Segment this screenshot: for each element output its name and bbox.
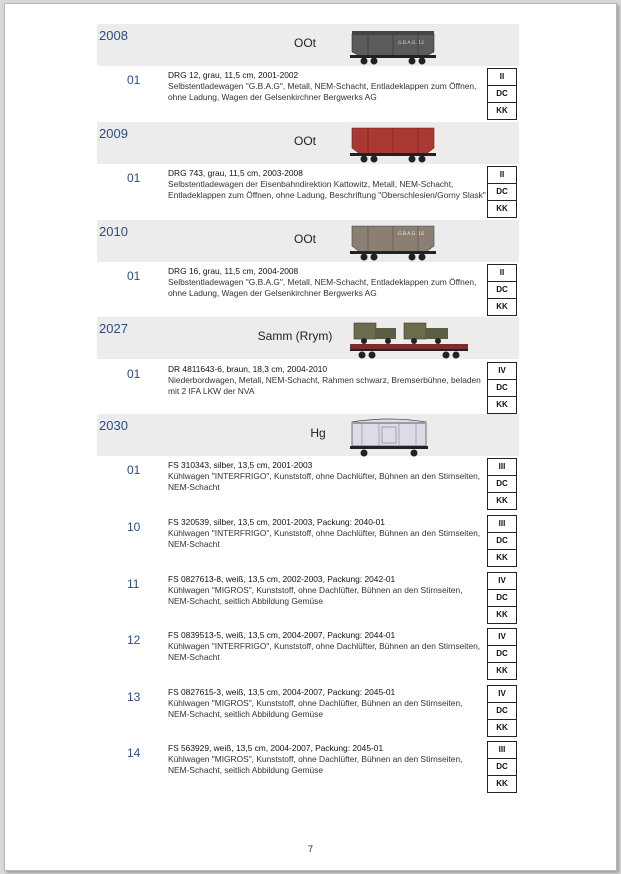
item-number: 12 xyxy=(127,633,141,647)
section-type: Samm (Rrym) xyxy=(257,329,333,343)
section-year: 2008 xyxy=(99,28,128,43)
item-title: FS 563929, weiß, 13,5 cm, 2004-2007, Packung: 2045-01 xyxy=(168,743,384,753)
coupler-box: KK xyxy=(487,607,517,624)
coupler-box: KK xyxy=(487,299,517,316)
item-title: FS 320539, silber, 13,5 cm, 2001-2003, Packung: 2040-01 xyxy=(168,517,385,527)
coupler-box: KK xyxy=(487,103,517,120)
item-description: Kühlwagen "MIGROS", Kunststoff, ohne Dachlüfter, Bühnen an den Stirnseiten, NEM-Schacht, seitlich Abbildung Gemüse xyxy=(168,754,463,775)
section-year: 2027 xyxy=(99,321,128,336)
item-spec-boxes xyxy=(487,166,517,218)
item-spec-boxes xyxy=(487,68,517,120)
item-number: 01 xyxy=(127,463,141,477)
current-box: DC xyxy=(487,476,517,493)
coupler-box: KK xyxy=(487,397,517,414)
item-description: Kühlwagen "MIGROS", Kunststoff, ohne Dachlüfter, Bühnen an den Stirnseiten, NEM-Schacht, seitlich Abbildung Gemüse xyxy=(168,698,463,719)
item-title: FS 0827615-3, weiß, 13,5 cm, 2004-2007, Packung: 2045-01 xyxy=(168,687,396,697)
item-spec-boxes xyxy=(487,458,517,510)
flat-wagon-trucks-image xyxy=(348,317,470,361)
item-number: 01 xyxy=(127,367,141,381)
item-number: 01 xyxy=(127,73,141,87)
item-title: FS 0839513-5, weiß, 13,5 cm, 2004-2007, Packung: 2044-01 xyxy=(168,630,396,640)
item-title: FS 310343, silber, 13,5 cm, 2001-2003 xyxy=(168,460,313,470)
wagon-marking: G.B.A.G. 12 xyxy=(398,41,424,46)
item-description: Selbstentladewagen der Eisenbahndirektion Kattowitz, Metall, NEM-Schacht, Entladeklappen zum Öffnen, ohne Ladung, Beschriftung "Oberschlesien/Gorny Slask" xyxy=(168,179,486,200)
epoch-box: II xyxy=(487,264,517,282)
item-spec-boxes xyxy=(487,264,517,316)
item-spec-boxes xyxy=(487,741,517,793)
item-number: 01 xyxy=(127,269,141,283)
hopper-wagon-grey-image xyxy=(348,24,438,66)
coupler-box: KK xyxy=(487,663,517,680)
catalog-page xyxy=(4,3,617,871)
item-number: 01 xyxy=(127,171,141,185)
section-year: 2010 xyxy=(99,224,128,239)
item-number: 11 xyxy=(127,577,140,591)
item-description: Selbstentladewagen "G.B.A.G", Metall, NEM-Schacht, Entladeklappen zum Öffnen, ohne Ladung, Wagen der Gelsenkirchner Bergwerks AG xyxy=(168,277,477,298)
item-spec-boxes xyxy=(487,362,517,414)
item-title: DR 4811643-6, braun, 18,3 cm, 2004-2010 xyxy=(168,364,328,374)
item-title: DRG 12, grau, 11,5 cm, 2001-2002 xyxy=(168,70,299,80)
coupler-box: KK xyxy=(487,550,517,567)
epoch-box: III xyxy=(487,741,517,759)
epoch-box: IV xyxy=(487,362,517,380)
item-number: 14 xyxy=(127,746,141,760)
coupler-box: KK xyxy=(487,201,517,218)
coupler-box: KK xyxy=(487,493,517,510)
current-box: DC xyxy=(487,590,517,607)
current-box: DC xyxy=(487,533,517,550)
current-box: DC xyxy=(487,703,517,720)
epoch-box: II xyxy=(487,166,517,184)
current-box: DC xyxy=(487,86,517,103)
epoch-box: IV xyxy=(487,628,517,646)
item-title: FS 0827613-8, weiß, 13,5 cm, 2002-2003, Packung: 2042-01 xyxy=(168,574,396,584)
current-box: DC xyxy=(487,759,517,776)
section-type: Hg xyxy=(310,426,326,440)
item-description: Niederbordwagen, Metall, NEM-Schacht, Rahmen schwarz, Bremserbühne, beladen mit 2 IFA LKW der NVA xyxy=(168,375,481,396)
item-spec-boxes xyxy=(487,628,517,680)
epoch-box: IV xyxy=(487,572,517,590)
epoch-box: III xyxy=(487,515,517,533)
section-type: OOt xyxy=(293,232,316,246)
item-description: Kühlwagen "INTERFRIGO", Kunststoff, ohne Dachlüfter, Bühnen an den Stirnseiten, NEM-Schacht xyxy=(168,641,481,662)
current-box: DC xyxy=(487,184,517,201)
coupler-box: KK xyxy=(487,720,517,737)
item-description: Kühlwagen "INTERFRIGO", Kunststoff, ohne Dachlüfter, Bühnen an den Stirnseiten, NEM-Schacht xyxy=(168,528,481,549)
current-box: DC xyxy=(487,282,517,299)
epoch-box: IV xyxy=(487,685,517,703)
hopper-wagon-tan-image xyxy=(348,220,438,262)
epoch-box: II xyxy=(487,68,517,86)
item-description: Selbstentladewagen "G.B.A.G", Metall, NEM-Schacht, Entladeklappen zum Öffnen, ohne Ladung, Wagen der Gelsenkirchner Bergwerks AG xyxy=(168,81,477,102)
item-description: Kühlwagen "INTERFRIGO", Kunststoff, ohne Dachlüfter, Bühnen an den Stirnseiten, NEM-Schacht xyxy=(168,471,481,492)
section-year: 2030 xyxy=(99,418,128,433)
item-spec-boxes xyxy=(487,515,517,567)
section-type: OOt xyxy=(293,36,316,50)
current-box: DC xyxy=(487,380,517,397)
reefer-wagon-image xyxy=(348,414,430,458)
item-spec-boxes xyxy=(487,685,517,737)
coupler-box: KK xyxy=(487,776,517,793)
epoch-box: III xyxy=(487,458,517,476)
item-title: DRG 743, grau, 11,5 cm, 2003-2008 xyxy=(168,168,303,178)
current-box: DC xyxy=(487,646,517,663)
item-number: 13 xyxy=(127,690,141,704)
item-description: Kühlwagen "MIGROS", Kunststoff, ohne Dachlüfter, Bühnen an den Stirnseiten, NEM-Schacht, seitlich Abbildung Gemüse xyxy=(168,585,463,606)
page-number: 7 xyxy=(307,844,313,854)
wagon-marking: G.B.A.G. 16 xyxy=(398,232,424,237)
section-type: OOt xyxy=(293,134,316,148)
hopper-wagon-red-image xyxy=(348,122,438,164)
item-title: DRG 16, grau, 11,5 cm, 2004-2008 xyxy=(168,266,299,276)
item-spec-boxes xyxy=(487,572,517,624)
section-year: 2009 xyxy=(99,126,128,141)
item-number: 10 xyxy=(127,520,141,534)
